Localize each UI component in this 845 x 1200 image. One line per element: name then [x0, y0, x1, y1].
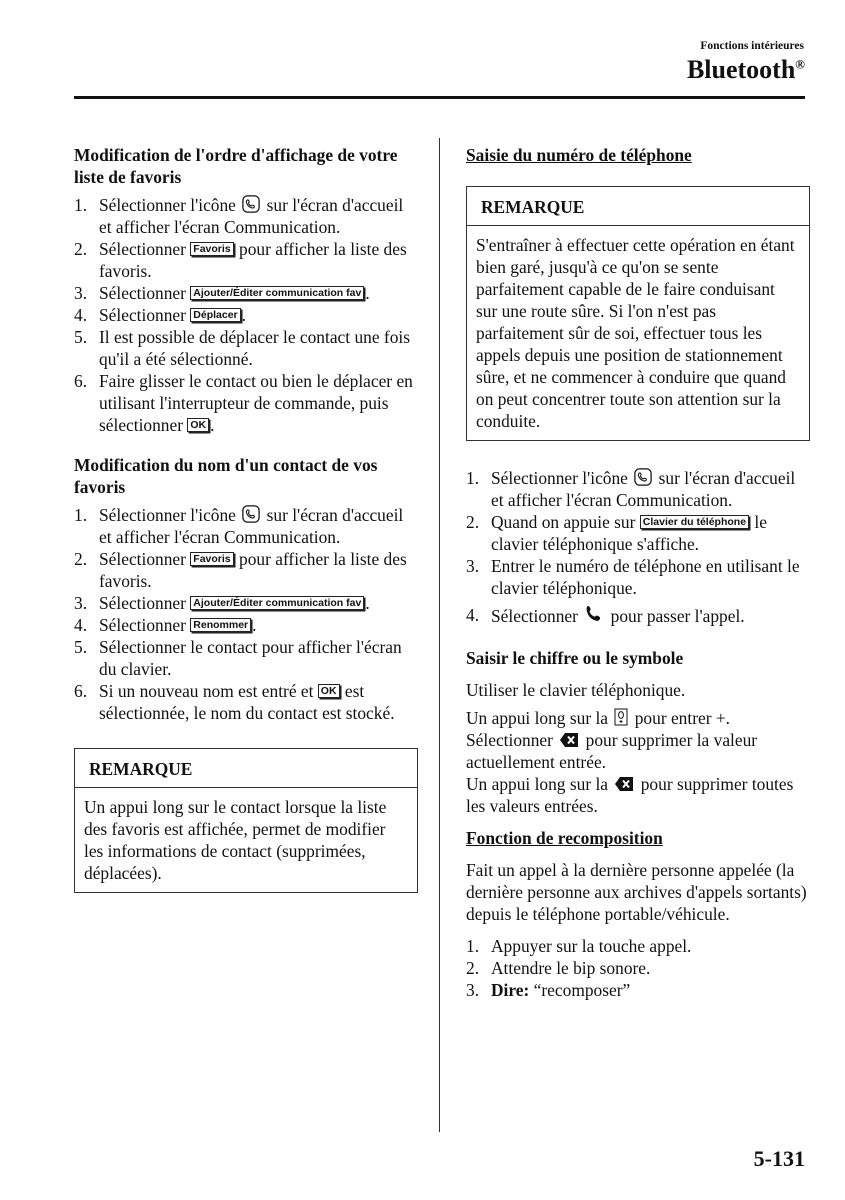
step-text: Faire glisser le contact ou bien le déplacer en utilisant l'interrupteur de commande, puis sélectionner	[99, 371, 413, 435]
step-text: Sélectionner	[491, 606, 578, 626]
note-body: Un appui long sur le contact lorsque la liste des favoris est affichée, permet de modifier les informations de contact (supprimées, déplacées).	[84, 797, 387, 883]
step-text: Appuyer sur la touche appel.	[491, 936, 692, 956]
backspace-delete-icon	[559, 732, 579, 748]
text: Sélectionner	[466, 730, 553, 750]
note-body: S'entraîner à effectuer cette opération en étant bien garé, jusqu'à ce qu'on se sente parfaitement capable de le faire conduisant sur une route sûre. Si l'on n'est pas parfaitement sûr de soi, effectuer tous les appels depuis une position de stationnement sûre, et ne commencer à conduire que quand on peut concentrer toute son attention sur la conduite.	[476, 235, 795, 431]
text: Un appui long sur la	[466, 708, 609, 728]
renommer-key: Renommer	[190, 618, 251, 632]
step-number: 3.	[74, 283, 88, 303]
ok-key: OK	[318, 684, 340, 698]
list-item	[74, 194, 418, 238]
left-column	[74, 144, 418, 893]
step-number: 1.	[74, 195, 88, 215]
step-text: pour afficher la liste des favoris.	[99, 549, 407, 591]
step-text: Sélectionner	[99, 283, 186, 303]
step-number: 5.	[74, 327, 88, 347]
list-item	[74, 592, 418, 614]
list-item	[74, 282, 418, 304]
list-item	[466, 957, 810, 979]
paragraph	[466, 707, 810, 817]
step-text: Quand on appuie sur	[491, 512, 636, 532]
heading-digit-symbol: Saisir le chiffre ou le symbole	[466, 648, 684, 668]
note-box	[466, 186, 810, 441]
step-text: .	[365, 593, 370, 613]
step-text: sur l'écran d'accueil et afficher l'écran Communication.	[99, 195, 404, 237]
note-box	[74, 748, 418, 893]
step-number: 2.	[74, 549, 88, 569]
step-number: 6.	[74, 371, 88, 391]
list-item	[74, 636, 418, 680]
section-title: Fonctions intérieures	[700, 40, 804, 52]
reorder-steps	[74, 194, 418, 436]
heading-redial: Fonction de recomposition	[466, 828, 663, 848]
step-text: le clavier téléphonique s'affiche.	[491, 512, 767, 554]
paragraph: Utiliser le clavier téléphonique.	[466, 680, 686, 700]
header-rule	[74, 96, 805, 99]
step-text: .	[365, 283, 370, 303]
note-title: REMARQUE	[467, 187, 809, 226]
phone-communication-icon	[634, 468, 652, 486]
list-item	[74, 370, 418, 436]
step-number: 2.	[466, 512, 480, 532]
step-number: 3.	[466, 980, 480, 1000]
step-text: Si un nouveau nom est entré et	[99, 681, 314, 701]
step-text: Entrer le numéro de téléphone en utilisant le clavier téléphonique.	[491, 556, 800, 598]
favoris-key: Favoris	[190, 552, 233, 566]
phone-keypad-key: Clavier du téléphone	[640, 515, 749, 529]
step-number: 2.	[74, 239, 88, 259]
step-text: Sélectionner	[99, 305, 186, 325]
step-number: 3.	[74, 593, 88, 613]
registered-mark: ®	[795, 56, 805, 72]
add-edit-fav-key: Ajouter/Éditer communication fav	[190, 286, 364, 300]
page-title	[687, 55, 805, 85]
step-number: 6.	[74, 681, 88, 701]
step-number: 2.	[466, 958, 480, 978]
list-item	[466, 979, 810, 1001]
phone-communication-icon	[242, 505, 260, 523]
right-column	[466, 144, 810, 1001]
step-number: 1.	[466, 468, 480, 488]
step-text: Attendre le bip sonore.	[491, 958, 651, 978]
step-text: est sélectionnée, le nom du contact est stocké.	[99, 681, 395, 723]
step-text: Sélectionner	[99, 549, 186, 569]
heading-phone-number-entry: Saisie du numéro de téléphone	[466, 145, 692, 165]
step-text: .	[241, 305, 246, 325]
note-title: REMARQUE	[75, 749, 417, 788]
list-item	[466, 467, 810, 511]
step-text: pour passer l'appel.	[610, 606, 745, 626]
column-divider	[439, 138, 440, 1132]
list-item	[466, 511, 810, 555]
list-item	[74, 504, 418, 548]
step-text: Sélectionner	[99, 239, 186, 259]
list-item	[74, 304, 418, 326]
step-text: Sélectionner	[99, 593, 186, 613]
step-number: 5.	[74, 637, 88, 657]
step-number: 4.	[466, 605, 480, 625]
list-item	[466, 555, 810, 599]
phone-communication-icon	[242, 195, 260, 213]
text: pour entrer +.	[634, 708, 731, 728]
zero-plus-key-icon	[614, 708, 628, 726]
step-text: .	[252, 615, 257, 635]
favoris-key: Favoris	[190, 242, 233, 256]
page-title-text: Bluetooth	[686, 55, 796, 84]
step-text: sur l'écran d'accueil et afficher l'écran Communication.	[99, 505, 404, 547]
list-item	[466, 935, 810, 957]
step-text: Sélectionner l'icône	[99, 195, 236, 215]
step-text: Sélectionner le contact pour afficher l'écran du clavier.	[99, 637, 402, 679]
list-item	[74, 548, 418, 592]
step-text: Sélectionner	[99, 615, 186, 635]
text: Un appui long sur la	[466, 774, 609, 794]
step-text: sur l'écran d'accueil et afficher l'écran Communication.	[491, 468, 796, 510]
dial-steps	[466, 467, 810, 627]
list-item	[74, 238, 418, 282]
call-handset-icon	[584, 604, 604, 624]
ok-key: OK	[187, 418, 209, 432]
step-number: 3.	[466, 556, 480, 576]
list-item	[74, 614, 418, 636]
page-number: 5-131	[753, 1146, 805, 1171]
step-text: Sélectionner l'icône	[99, 505, 236, 525]
list-item	[74, 680, 418, 724]
step-text: “recomposer”	[533, 980, 631, 1000]
paragraph: Fait un appel à la dernière personne appelée (la dernière personne aux archives d'appels sortants) depuis le téléphone portable/véhicule.	[466, 860, 807, 924]
list-item	[466, 604, 810, 627]
step-text: .	[210, 415, 215, 435]
backspace-delete-icon	[614, 776, 634, 792]
heading-reorder-favorites: Modification de l'ordre d'affichage de votre liste de favoris	[74, 145, 398, 187]
step-label: Dire:	[491, 980, 530, 1000]
rename-steps	[74, 504, 418, 724]
add-edit-fav-key: Ajouter/Éditer communication fav	[190, 596, 364, 610]
step-number: 1.	[466, 936, 480, 956]
deplacer-key: Déplacer	[190, 308, 240, 322]
text: pour supprimer la valeur actuellement entrée.	[466, 730, 758, 772]
text: pour supprimer toutes les valeurs entrées.	[466, 774, 794, 816]
step-text: pour afficher la liste des favoris.	[99, 239, 407, 281]
step-text: Sélectionner l'icône	[491, 468, 628, 488]
redial-steps	[466, 935, 810, 1001]
step-number: 4.	[74, 615, 88, 635]
step-text: Il est possible de déplacer le contact une fois qu'il a été sélectionné.	[99, 327, 410, 369]
list-item	[74, 326, 418, 370]
heading-rename-favorite: Modification du nom d'un contact de vos favoris	[74, 455, 378, 497]
step-number: 1.	[74, 505, 88, 525]
step-number: 4.	[74, 305, 88, 325]
